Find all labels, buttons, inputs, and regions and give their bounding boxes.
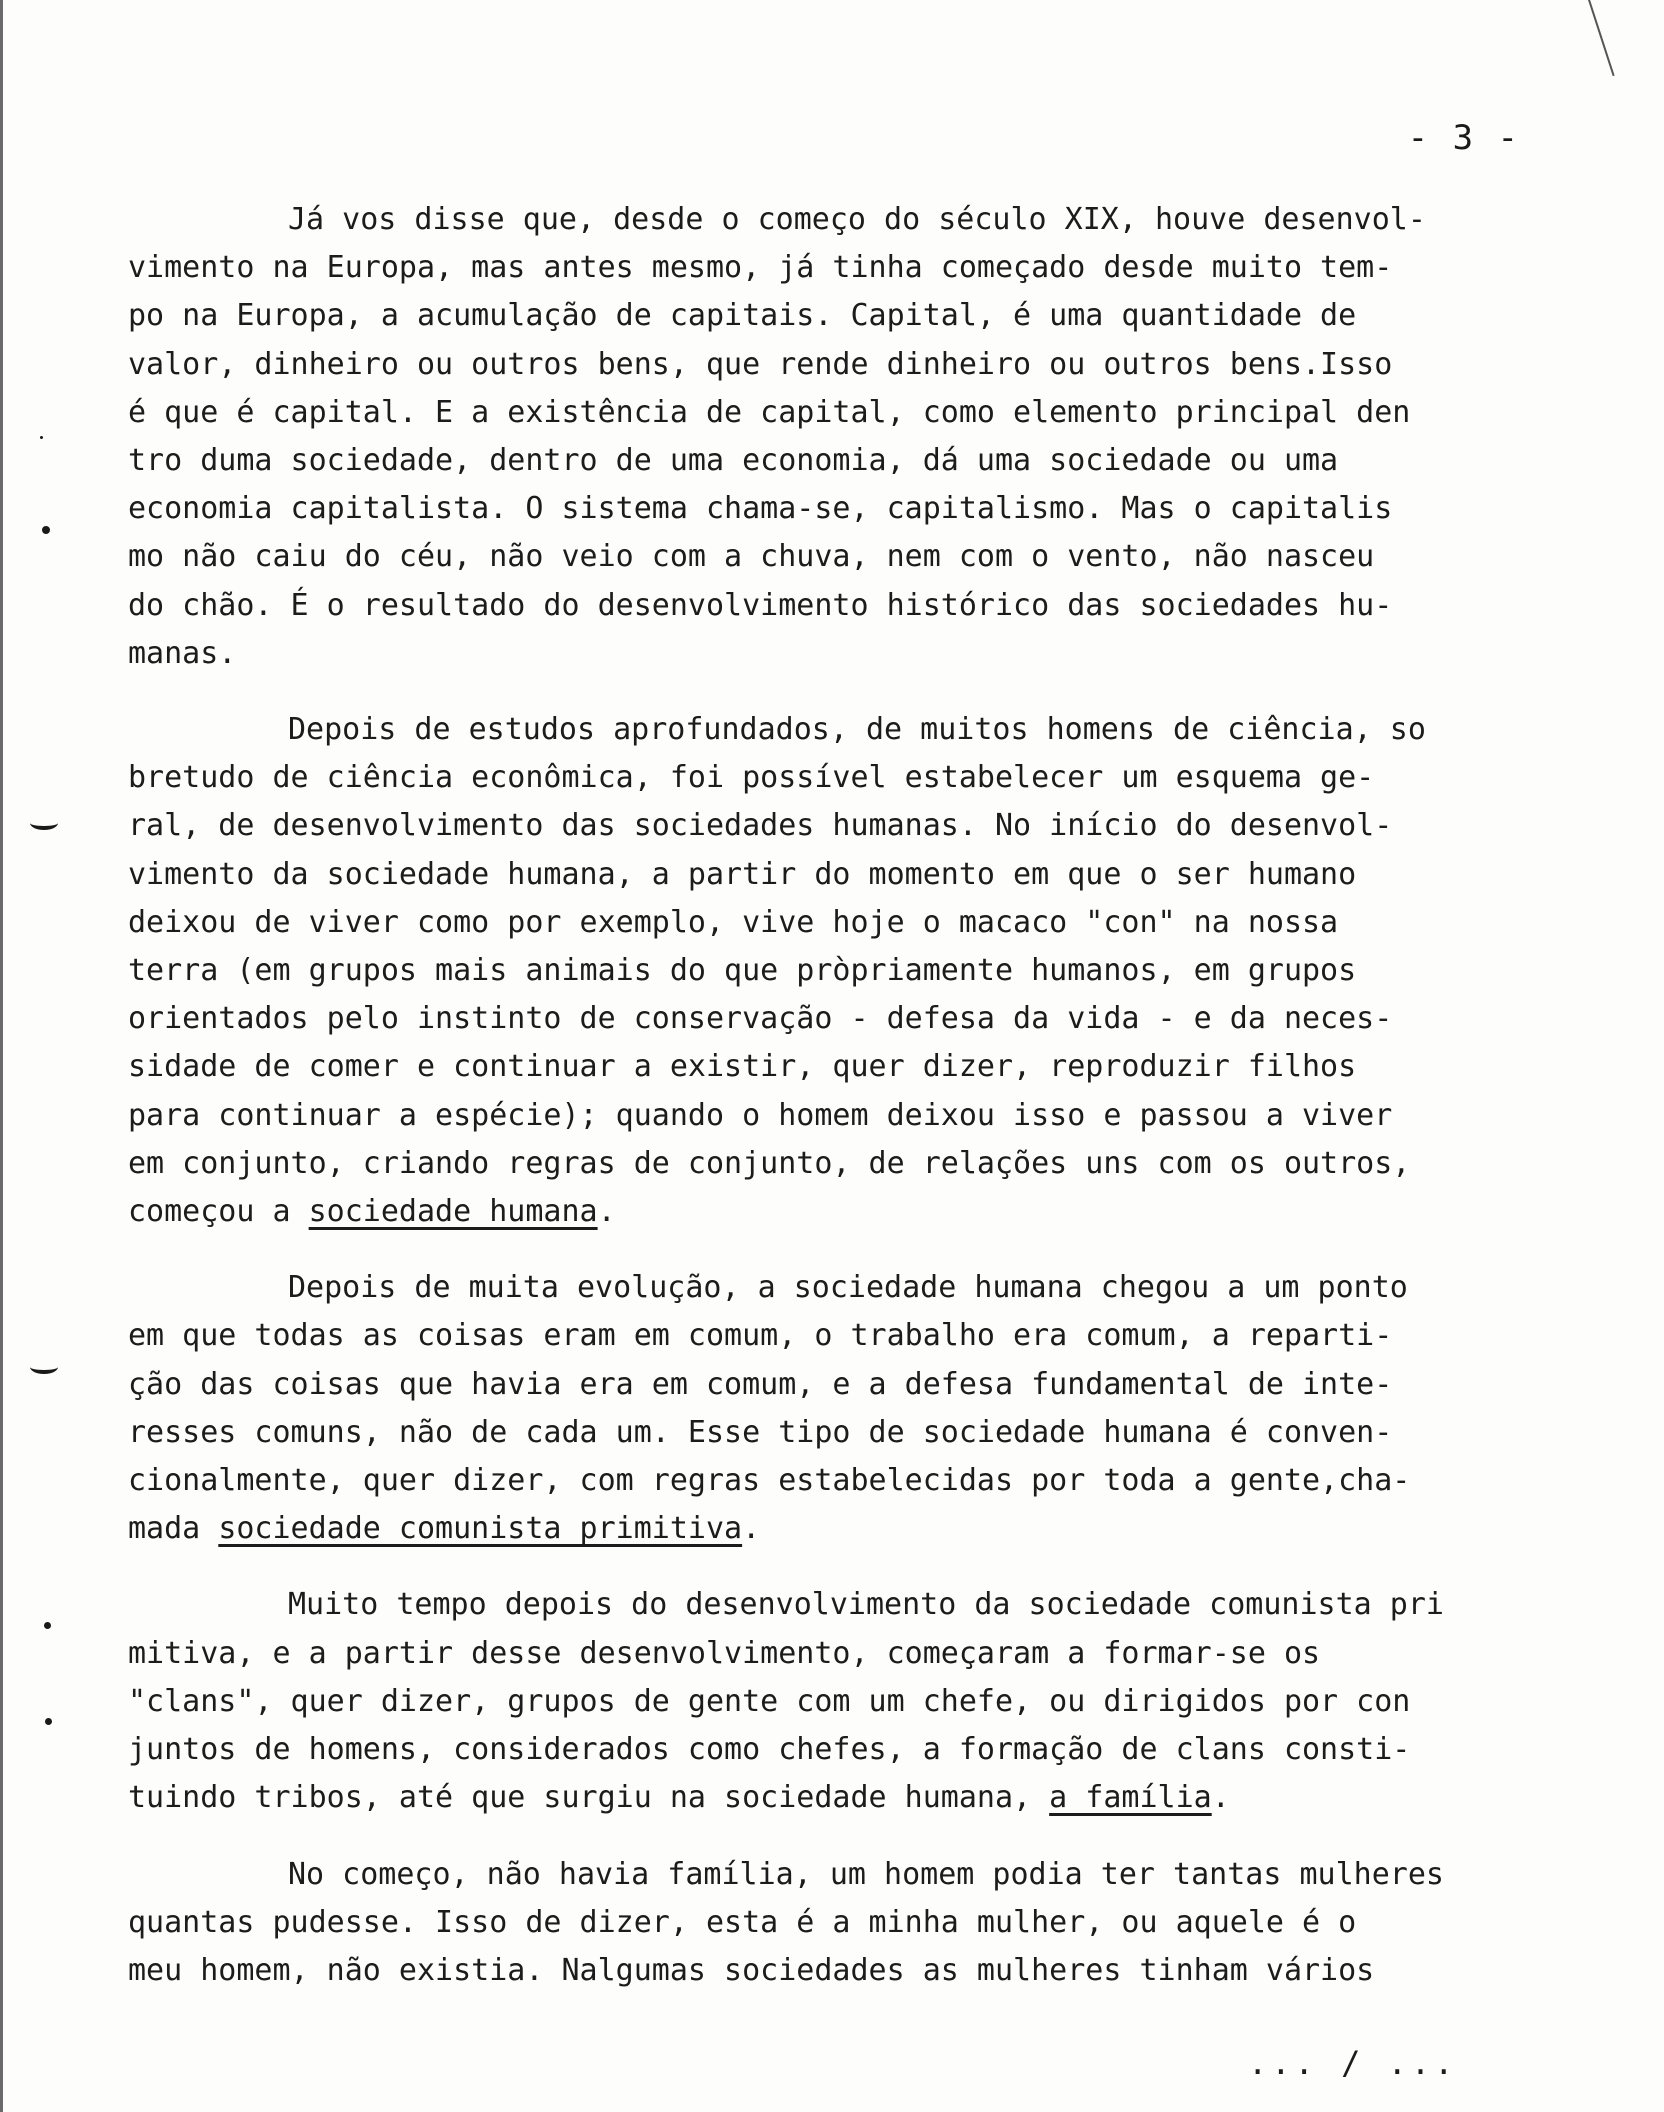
text-line: bretudo de ciência econômica, foi possível estabelecer um esquema ge- xyxy=(128,760,1375,796)
text-line: po na Europa, a acumulação de capitais. Capital, é uma quantidade de xyxy=(128,298,1357,334)
text-line: mitiva, e a partir desse desenvolvimento, começaram a formar-se os xyxy=(128,1635,1321,1671)
underlined-term: a família xyxy=(1049,1780,1212,1816)
text-line xyxy=(128,1505,1568,1553)
text-line: para continuar a espécie); quando o homem deixou isso e passou a viver xyxy=(128,1097,1393,1133)
text-line: Muito tempo depois do desenvolvimento da sociedade comunista pri xyxy=(288,1587,1444,1623)
underlined-term: sociedade humana xyxy=(308,1194,598,1230)
text-line: economia capitalista. O sistema chama-se, capitalismo. Mas o capitalis xyxy=(128,491,1393,527)
page-left-edge xyxy=(0,0,3,2112)
text-line: quantas pudesse. Isso de dizer, esta é a minha mulher, ou aquele é o xyxy=(128,1904,1357,1940)
text-line: valor, dinheiro ou outros bens, que rende dinheiro ou outros bens.Isso xyxy=(128,346,1393,382)
text-line: mo não caiu do céu, não veio com a chuva, nem com o vento, não nasceu xyxy=(128,539,1375,575)
margin-bracket-mark xyxy=(30,1360,58,1374)
text-line: manas. xyxy=(128,635,237,671)
margin-dot xyxy=(44,1622,51,1629)
text-line: do chão. É o resultado do desenvolvimento histórico das sociedades hu- xyxy=(128,587,1393,623)
page-continuation-mark: ... / ... xyxy=(1248,2044,1458,2082)
text-line: "clans", quer dizer, grupos de gente com um chefe, ou dirigidos por con xyxy=(128,1683,1411,1719)
body-text xyxy=(128,196,1568,2023)
paragraph xyxy=(128,706,1568,1236)
text-span: . xyxy=(597,1194,616,1230)
text-line: em que todas as coisas eram em comum, o trabalho era comum, a reparti- xyxy=(128,1318,1393,1354)
paragraph xyxy=(128,196,1568,678)
text-line: deixou de viver como por exemplo, vive hoje o macaco "con" na nossa xyxy=(128,904,1339,940)
text-line: vimento na Europa, mas antes mesmo, já tinha começado desde muito tem- xyxy=(128,250,1393,286)
text-span: tuindo tribos, até que surgiu na sociedade humana, xyxy=(128,1780,1050,1816)
underlined-term: sociedade comunista primitiva xyxy=(218,1511,743,1547)
text-line xyxy=(128,1188,1568,1236)
text-line: tro duma sociedade, dentro de uma economia, dá uma sociedade ou uma xyxy=(128,443,1339,479)
text-line: em conjunto, criando regras de conjunto, de relações uns com os outros, xyxy=(128,1145,1411,1181)
text-span: mada xyxy=(128,1511,219,1547)
paragraph xyxy=(128,1851,1568,1996)
text-line: vimento da sociedade humana, a partir do momento em que o ser humano xyxy=(128,856,1357,892)
text-line: resses comuns, não de cada um. Esse tipo de sociedade humana é conven- xyxy=(128,1414,1393,1450)
text-line: juntos de homens, considerados como chefes, a formação de clans consti- xyxy=(128,1732,1411,1768)
text-line: meu homem, não existia. Nalgumas sociedades as mulheres tinham vários xyxy=(128,1952,1375,1988)
text-line: sidade de comer e continuar a existir, quer dizer, reproduzir filhos xyxy=(128,1049,1357,1085)
text-line: cionalmente, quer dizer, com regras estabelecidas por toda a gente,cha- xyxy=(128,1463,1411,1499)
page-number: - 3 - xyxy=(1407,118,1520,158)
text-line: ral, de desenvolvimento das sociedades humanas. No início do desenvol- xyxy=(128,808,1393,844)
text-line: No começo, não havia família, um homem podia ter tantas mulheres xyxy=(288,1856,1444,1892)
corner-fold-mark xyxy=(1588,0,1615,76)
margin-dot xyxy=(42,526,50,534)
text-span: . xyxy=(1211,1780,1230,1816)
text-line: terra (em grupos mais animais do que pròpriamente humanos, em grupos xyxy=(128,953,1357,989)
paragraph xyxy=(128,1264,1568,1553)
text-line xyxy=(128,1774,1568,1822)
margin-bracket-mark xyxy=(30,816,58,830)
text-line: Já vos disse que, desde o começo do século XIX, houve desenvol- xyxy=(288,202,1426,237)
text-line: é que é capital. E a existência de capital, como elemento principal den xyxy=(128,394,1411,430)
text-line: Depois de muita evolução, a sociedade humana chegou a um ponto xyxy=(288,1270,1408,1306)
margin-dot xyxy=(45,1718,52,1725)
text-line: ção das coisas que havia era em comum, e a defesa fundamental de inte- xyxy=(128,1366,1393,1402)
paragraph xyxy=(128,1581,1568,1822)
text-span: . xyxy=(742,1511,761,1547)
margin-dot xyxy=(40,436,43,439)
text-span: começou a xyxy=(128,1194,309,1230)
text-line: Depois de estudos aprofundados, de muitos homens de ciência, so xyxy=(288,712,1426,748)
text-line: orientados pelo instinto de conservação - defesa da vida - e da neces- xyxy=(128,1001,1393,1037)
